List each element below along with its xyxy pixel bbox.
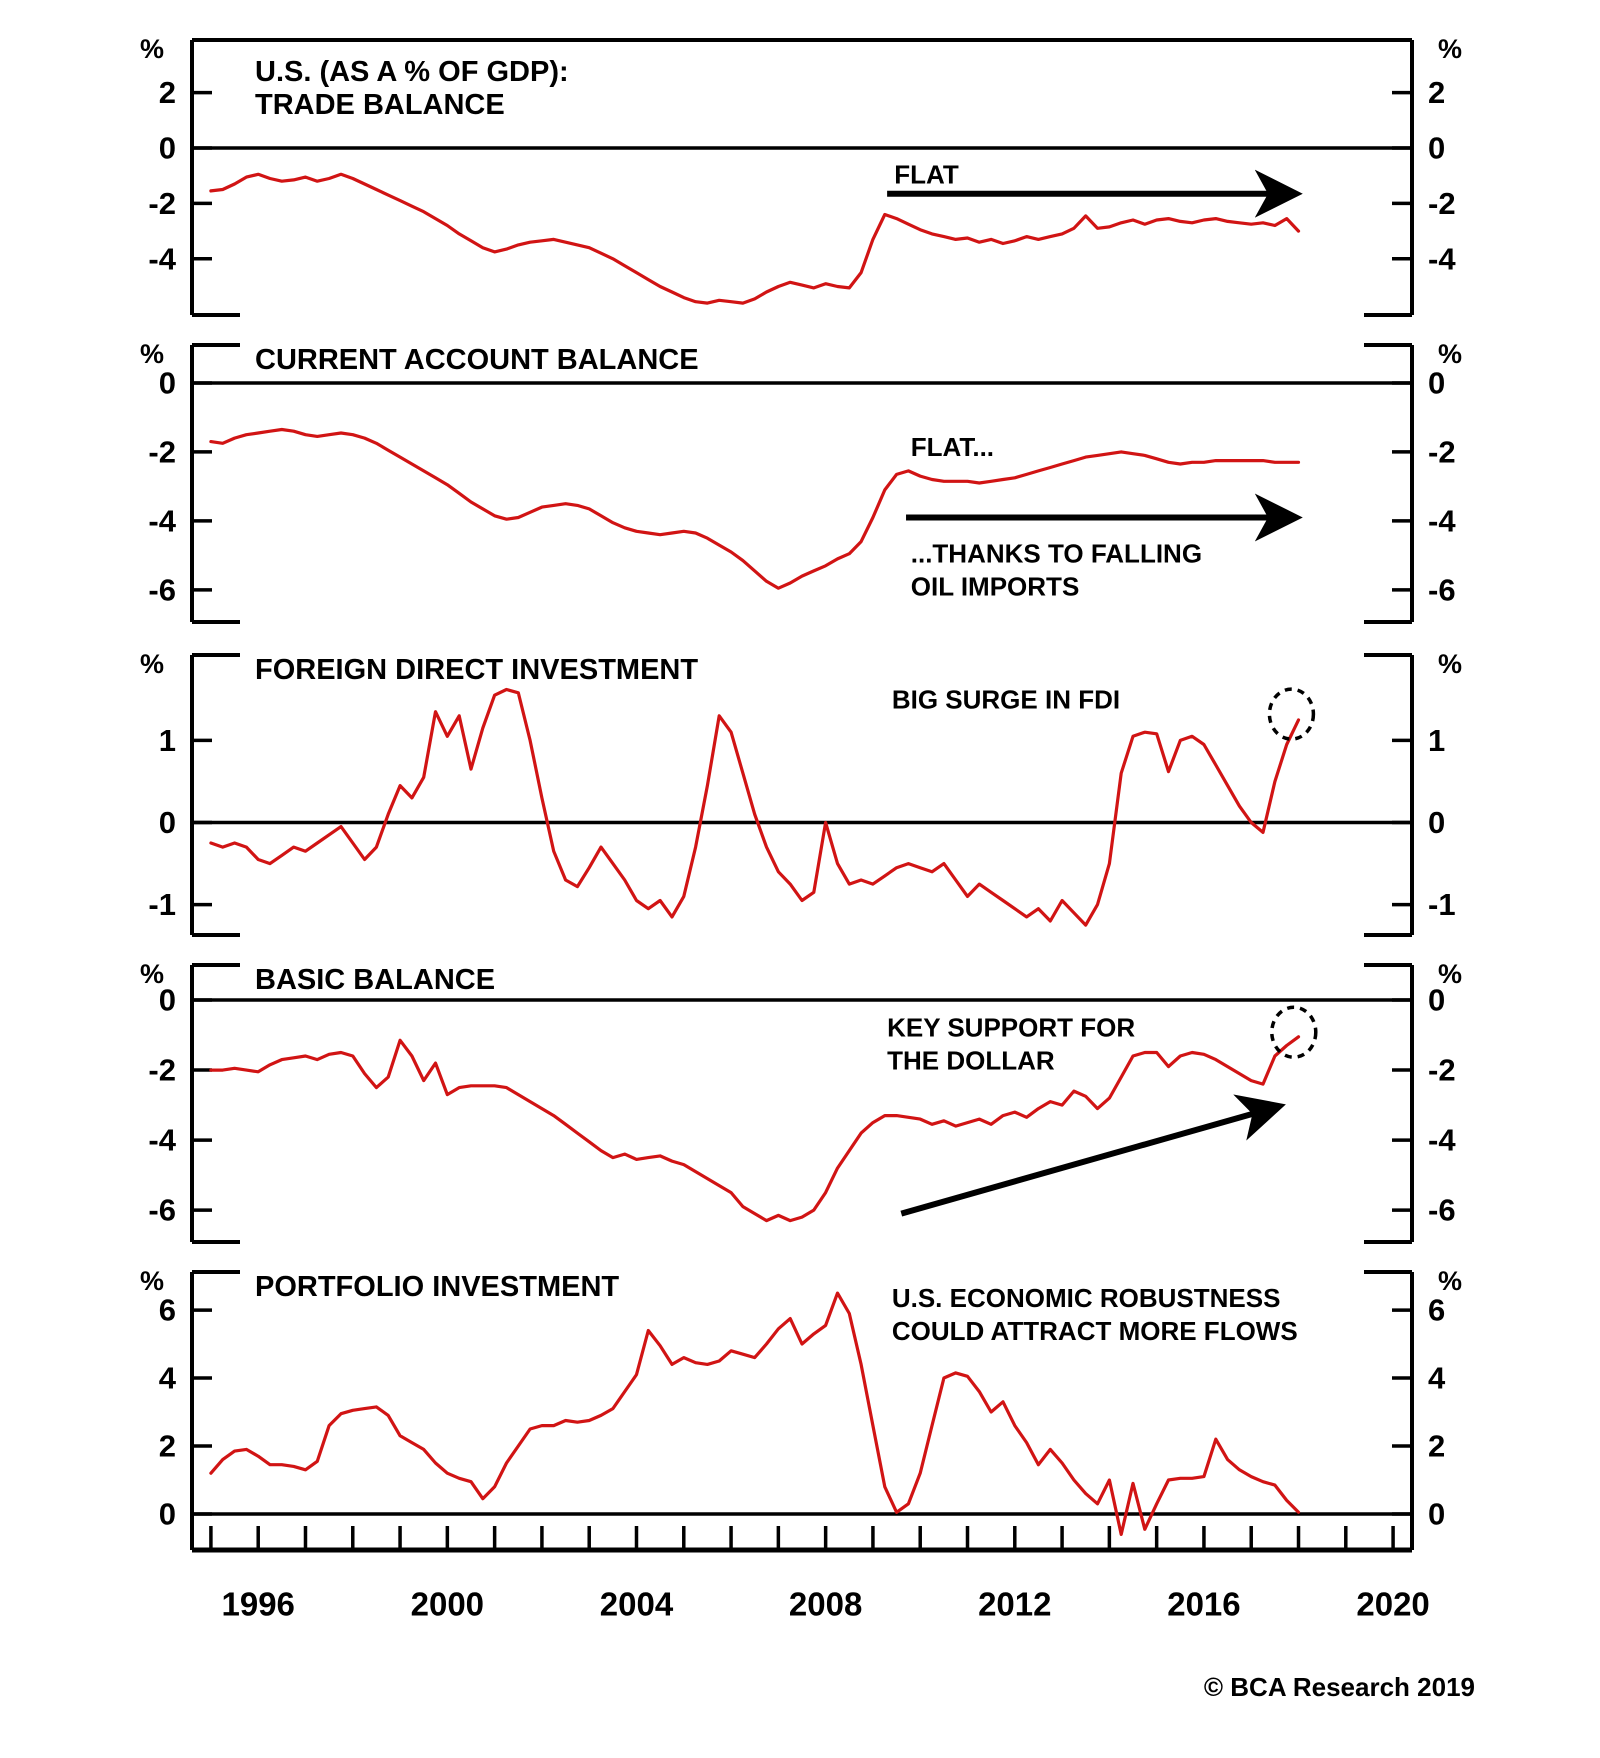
y-tick-label-left: -2 — [148, 1052, 176, 1088]
copyright-note: © BCA Research 2019 — [1203, 1672, 1475, 1702]
portfolio-investment-annotation: COULD ATTRACT MORE FLOWS — [891, 1316, 1298, 1347]
y-tick-label-right: -4 — [1428, 503, 1456, 539]
y-tick-label-right: -4 — [1428, 241, 1456, 277]
y-tick-label-right: 0 — [1428, 805, 1446, 841]
y-tick-label-right: 0 — [1428, 982, 1446, 1018]
unit-label-left: % — [139, 649, 165, 679]
trade-balance-title: TRADE BALANCE — [255, 89, 505, 121]
basic-balance-series-line — [211, 1037, 1299, 1221]
unit-label-left: % — [139, 34, 165, 64]
y-tick-label-left: 2 — [158, 1428, 176, 1464]
y-tick-label-right: 2 — [1428, 1428, 1446, 1464]
unit-label-left: % — [139, 1266, 165, 1296]
y-tick-label-left: -6 — [148, 572, 176, 608]
panel-basic-balance — [140, 959, 1462, 1242]
y-tick-label-left: 0 — [158, 805, 176, 841]
x-axis-year-label: 2016 — [1167, 1585, 1241, 1623]
y-tick-label-left: 6 — [158, 1292, 176, 1328]
unit-label-left: % — [139, 959, 165, 989]
basic-balance-annotation: KEY SUPPORT FOR — [887, 1012, 1136, 1043]
y-tick-label-right: -2 — [1428, 434, 1456, 470]
y-tick-label-left: -1 — [148, 887, 176, 923]
foreign-direct-investment-title: FOREIGN DIRECT INVESTMENT — [255, 654, 699, 686]
x-axis-year-label: 2020 — [1356, 1585, 1430, 1623]
current-account-balance-annotation: ...THANKS TO FALLING — [910, 538, 1203, 569]
trade-balance-title: U.S. (AS A % OF GDP): — [255, 56, 569, 88]
y-tick-label-right: 0 — [1428, 365, 1446, 401]
unit-label-right: % — [1437, 1266, 1463, 1296]
foreign-direct-investment-annotation: BIG SURGE IN FDI — [891, 684, 1121, 715]
y-tick-label-right: 0 — [1428, 130, 1446, 166]
y-tick-label-right: -6 — [1428, 1192, 1456, 1228]
y-tick-label-left: 2 — [158, 75, 176, 111]
unit-label-right: % — [1437, 649, 1463, 679]
panel-foreign-direct-investment — [140, 649, 1462, 935]
current-account-balance-title: CURRENT ACCOUNT BALANCE — [255, 344, 699, 376]
y-tick-label-left: 0 — [158, 130, 176, 166]
y-tick-label-right: 6 — [1428, 1292, 1446, 1328]
y-tick-label-right: -2 — [1428, 185, 1456, 221]
y-tick-label-left: 1 — [158, 722, 176, 758]
unit-label-right: % — [1437, 339, 1463, 369]
current-account-balance-annotation: OIL IMPORTS — [910, 571, 1080, 602]
y-tick-label-left: 4 — [158, 1360, 176, 1396]
panel-trade-balance — [140, 34, 1462, 315]
x-axis-year-label: 2008 — [788, 1585, 863, 1623]
basic-balance-trend-arrow — [901, 1107, 1277, 1214]
y-tick-label-left: -4 — [148, 1122, 176, 1158]
y-tick-label-left: 0 — [158, 982, 176, 1018]
y-tick-label-left: 0 — [158, 1496, 176, 1532]
x-axis-year-label: 2012 — [978, 1585, 1052, 1623]
portfolio-investment-title: PORTFOLIO INVESTMENT — [255, 1271, 620, 1303]
foreign-direct-investment-series-line — [211, 690, 1299, 926]
x-axis-year-label: 1996 — [221, 1585, 295, 1623]
y-tick-label-right: 1 — [1428, 722, 1446, 758]
panel-portfolio-investment — [140, 1266, 1462, 1623]
x-axis-year-label: 2004 — [599, 1585, 674, 1623]
y-tick-label-left: 0 — [158, 365, 176, 401]
y-tick-label-right: -2 — [1428, 1052, 1456, 1088]
y-tick-label-right: -6 — [1428, 572, 1456, 608]
current-account-balance-annotation: FLAT... — [910, 431, 995, 462]
basic-balance-annotation: THE DOLLAR — [887, 1045, 1055, 1076]
unit-label-right: % — [1437, 959, 1463, 989]
portfolio-investment-annotation: U.S. ECONOMIC ROBUSTNESS — [891, 1283, 1281, 1314]
y-tick-label-left: -4 — [148, 241, 176, 277]
y-tick-label-right: 4 — [1428, 1360, 1446, 1396]
y-tick-label-left: -6 — [148, 1192, 176, 1228]
basic-balance-highlight-circle — [1272, 1007, 1316, 1057]
unit-label-left: % — [139, 339, 165, 369]
basic-balance-title: BASIC BALANCE — [255, 964, 496, 996]
unit-label-right: % — [1437, 34, 1463, 64]
y-tick-label-left: -2 — [148, 185, 176, 221]
y-tick-label-left: -2 — [148, 434, 176, 470]
y-tick-label-right: 2 — [1428, 75, 1446, 111]
trade-balance-annotation: FLAT — [894, 159, 959, 190]
y-tick-label-left: -4 — [148, 503, 176, 539]
y-tick-label-right: -4 — [1428, 1122, 1456, 1158]
panel-current-account-balance — [140, 339, 1462, 622]
y-tick-label-right: -1 — [1428, 887, 1456, 923]
y-tick-label-right: 0 — [1428, 1496, 1446, 1532]
x-axis-year-label: 2000 — [410, 1585, 485, 1623]
